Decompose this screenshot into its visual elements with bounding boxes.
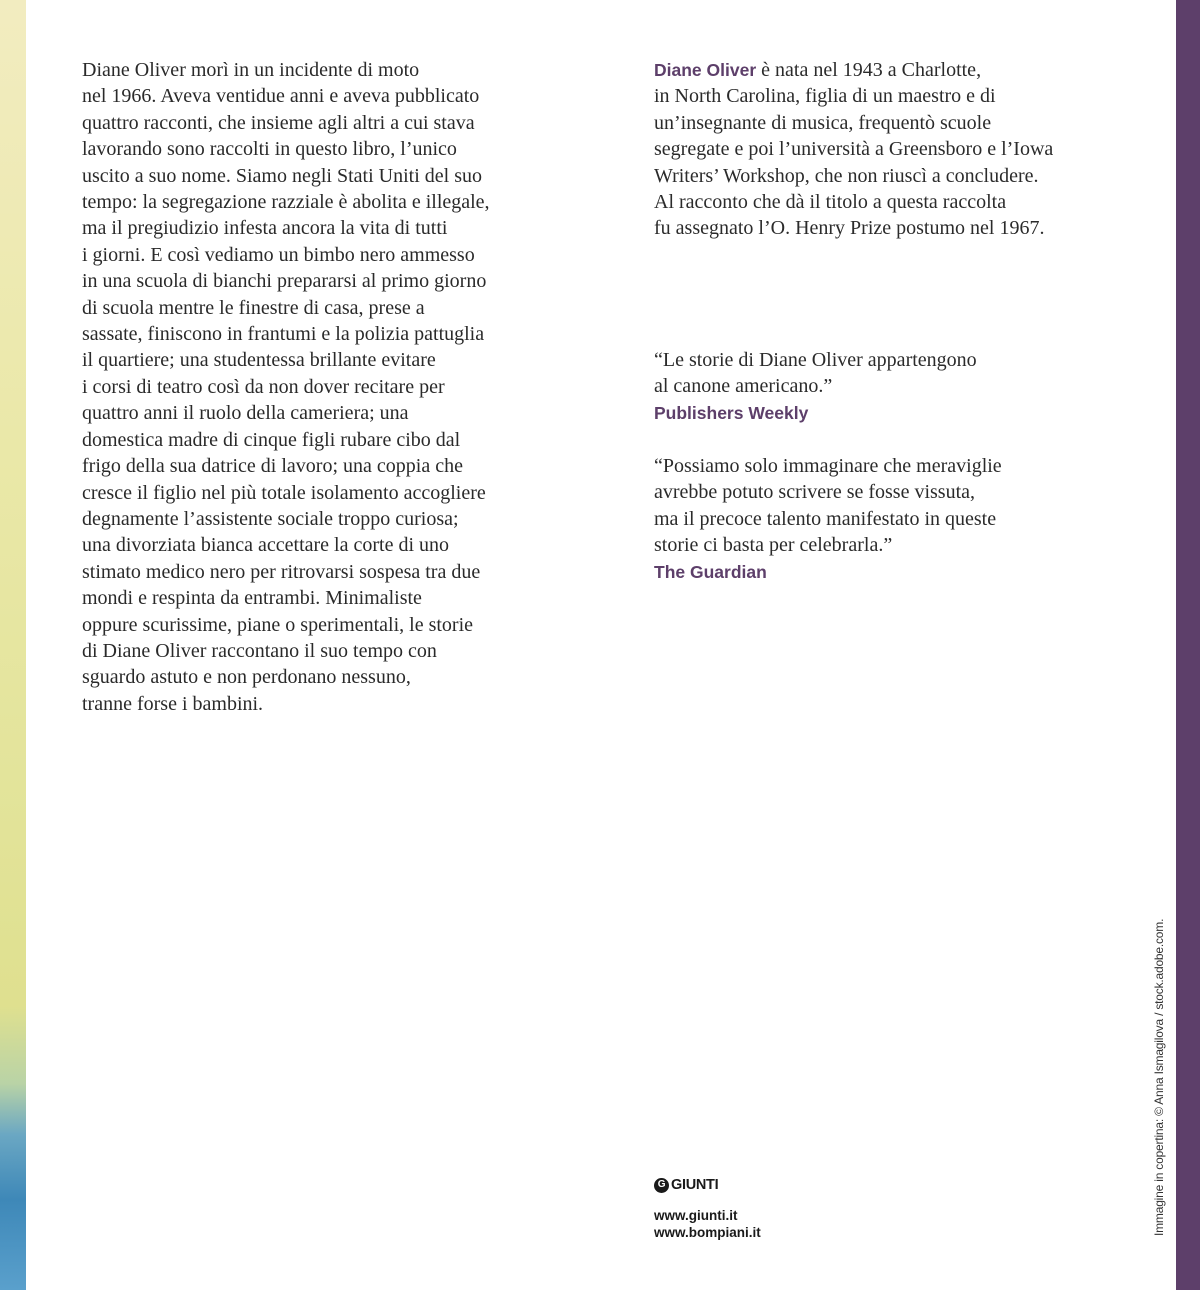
synopsis-line: sguardo astuto e non perdonano nessuno, xyxy=(82,666,411,689)
synopsis-line: in una scuola di bianchi prepararsi al primo giorno xyxy=(82,270,487,293)
synopsis-line: di scuola mentre le finestre di casa, prese a xyxy=(82,296,425,319)
synopsis-line: i corsi di teatro così da non dover recitare per xyxy=(82,375,445,398)
author-name: Diane Oliver xyxy=(654,60,757,80)
synopsis-line: mondi e respinta da entrambi. Minimaliste xyxy=(82,587,422,610)
author-bio-first-line xyxy=(654,57,1134,83)
publisher-urls xyxy=(654,1207,761,1241)
review-quote xyxy=(654,347,1134,426)
synopsis-line: frigo della sua datrice di lavoro; una coppia che xyxy=(82,455,463,478)
review-source: The Guardian xyxy=(654,561,767,582)
author-bio-line: segregate e poi l’università a Greensboro e l’Iowa xyxy=(654,138,1054,161)
synopsis-line: tempo: la segregazione razziale è abolita e illegale, xyxy=(82,191,490,214)
author-bio-line: in North Carolina, figlia di un maestro e di xyxy=(654,85,996,108)
publisher-url-link[interactable]: www.giunti.it xyxy=(654,1208,738,1223)
synopsis-line: cresce il figlio nel più totale isolamento accogliere xyxy=(82,481,486,504)
author-bio xyxy=(654,57,1134,242)
publisher-logo xyxy=(654,1177,761,1193)
synopsis-line: domestica madre di cinque figli rubare cibo dal xyxy=(82,428,461,451)
synopsis-line: uscito a suo nome. Siamo negli Stati Uniti del suo xyxy=(82,164,482,187)
review-quote-line: al canone americano.” xyxy=(654,375,833,398)
giunti-logo-icon: G xyxy=(654,1178,669,1193)
synopsis-line: una divorziata bianca accettare la corte di uno xyxy=(82,534,450,557)
review-quote-line: “Le storie di Diane Oliver appartengono xyxy=(654,349,977,371)
author-bio-text: è nata nel 1943 a Charlotte, xyxy=(756,59,982,81)
synopsis-line: tranne forse i bambini. xyxy=(82,692,264,715)
synopsis-line: stimato medico nero per ritrovarsi sospesa tra due xyxy=(82,560,481,583)
synopsis-line: oppure scurissime, piane o sperimentali, le storie xyxy=(82,613,474,636)
review-quote-line: storie ci basta per celebrarla.” xyxy=(654,534,893,557)
synopsis-line: degnamente l’assistente sociale troppo curiosa; xyxy=(82,507,459,530)
publisher-url-link[interactable]: www.bompiani.it xyxy=(654,1225,761,1240)
synopsis-line: il quartiere; una studentessa brillante evitare xyxy=(82,349,436,372)
review-quote-line: avrebbe potuto scrivere se fosse vissuta, xyxy=(654,481,976,504)
review-quote xyxy=(654,453,1134,585)
synopsis-line: quattro racconti, che insieme agli altri a cui stava xyxy=(82,111,475,134)
synopsis-line: sassate, finiscono in frantumi e la polizia pattuglia xyxy=(82,323,485,346)
cover-image-credit: Immagine in copertina: © Anna Ismagilova / stock.adobe.com. xyxy=(1152,918,1166,1236)
review-quote-line: “Possiamo solo immaginare che meraviglie xyxy=(654,455,1002,477)
spine-band xyxy=(1176,0,1200,1290)
publisher-logo-text: GIUNTI xyxy=(671,1177,719,1193)
synopsis-text xyxy=(82,57,582,717)
synopsis-line: quattro anni il ruolo della cameriera; una xyxy=(82,402,409,425)
author-bio-line: un’insegnante di musica, frequentò scuole xyxy=(654,111,992,134)
synopsis-line: ma il pregiudizio infesta ancora la vita di tutti xyxy=(82,217,448,240)
review-source: Publishers Weekly xyxy=(654,402,809,423)
author-bio-line: Al racconto che dà il titolo a questa raccolta xyxy=(654,191,1007,214)
review-quote-line: ma il precoce talento manifestato in queste xyxy=(654,507,997,530)
synopsis-line: lavorando sono raccolti in questo libro, l’unico xyxy=(82,138,457,161)
synopsis-line: i giorni. E così vediamo un bimbo nero ammesso xyxy=(82,243,475,266)
author-bio-line: Writers’ Workshop, che non riuscì a concludere. xyxy=(654,164,1039,187)
cover-art-edge xyxy=(0,0,26,1290)
author-bio-line: fu assegnato l’O. Henry Prize postumo nel 1967. xyxy=(654,217,1045,240)
synopsis-line: nel 1966. Aveva ventidue anni e aveva pubblicato xyxy=(82,85,480,108)
publisher-block xyxy=(654,1177,761,1241)
synopsis-line: Diane Oliver morì in un incidente di moto xyxy=(82,59,420,81)
synopsis-line: di Diane Oliver raccontano il suo tempo con xyxy=(82,639,437,662)
